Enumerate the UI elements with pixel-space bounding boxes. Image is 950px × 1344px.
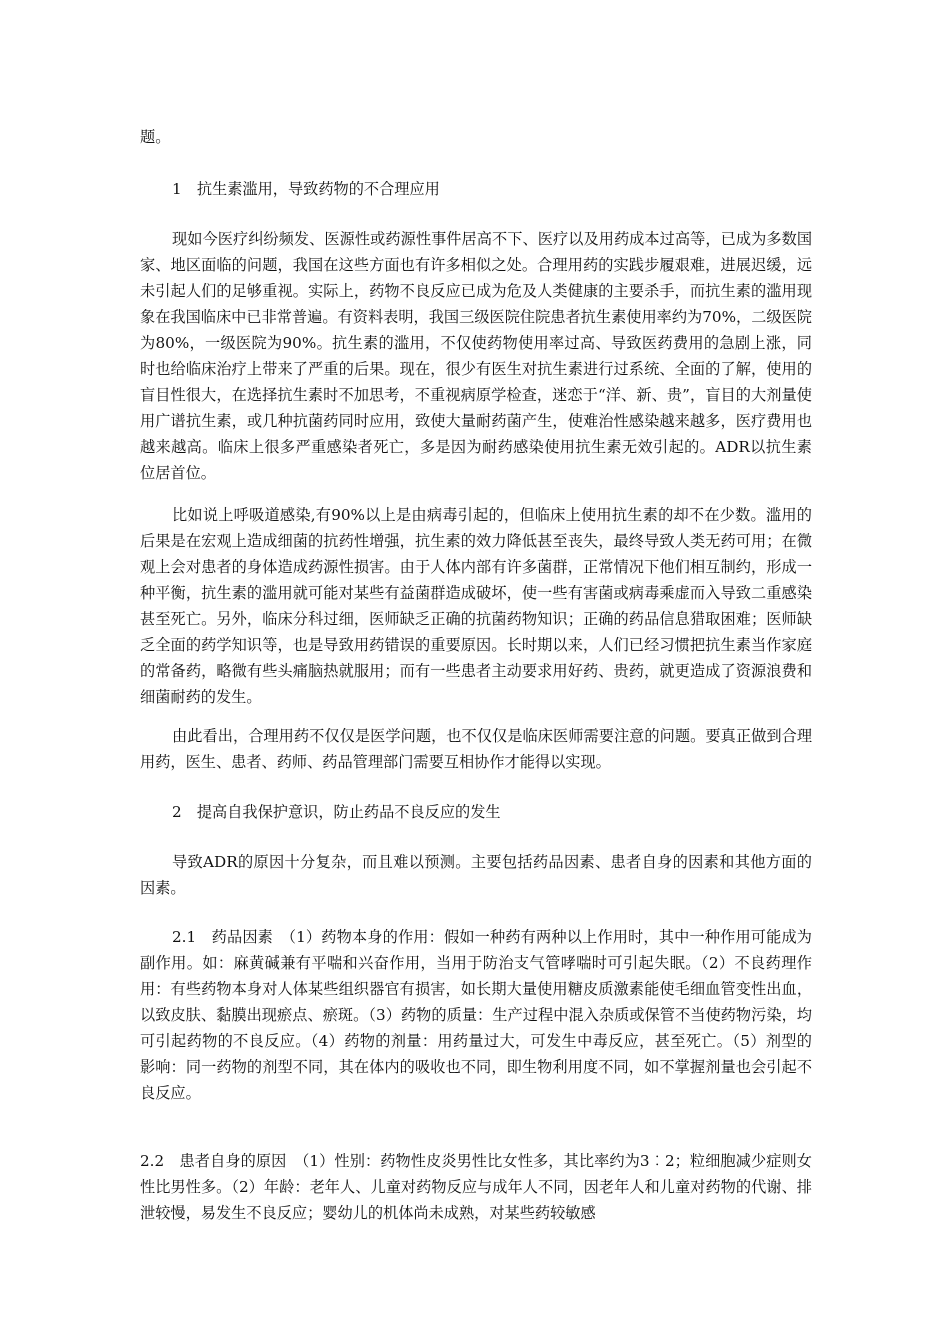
paragraph-3: 由此看出，合理用药不仅仅是医学问题，也不仅仅是临床医师需要注意的问题。要真正做到合理用药，医生、患者、药师、药品管理部门需要互相协作才能得以实现。 [140, 727, 812, 771]
paragraph-4: 导致ADR的原因十分复杂，而且难以预测。主要包括药品因素、患者自身的因素和其他方面的因素。 [140, 853, 812, 897]
section-heading-1: 1 抗生素滥用，导致药物的不合理应用 [172, 180, 440, 198]
paragraph-2: 比如说上呼吸道感染,有90%以上是由病毒引起的，但临床上使用抗生素的却不在少数。滥用的后果是在宏观上造成细菌的抗药性增强，抗生素的效力降低甚至丧失，最终导致人类无药可用；在微观上会对患者的身体造成药源性损害。由于人体内部有许多菌群，正常情况下他们相互制约，形成一种平衡，抗生素的滥用就可能对某些有益菌群造成破坏，使一些有害菌或病毒乘虚而入导致二重感染甚至死亡。另外，临床分科过细，医师缺乏正确的抗菌药物知识；正确的药品信息猎取困难；医师缺乏全面的药学知识等，也是导致用药错误的重要原因。长时期以来，人们已经习惯把抗生素当作家庭的常备药，略微有些头痛脑热就服用；而有一些患者主动要求用好药、贵药，就更造成了资源浪费和细菌耐药的发生。 [140, 506, 812, 706]
section-heading-2: 2 提高自我保护意识，防止药品不良反应的发生 [172, 803, 501, 821]
paragraph-6: 2.2 患者自身的原因 （1）性别：药物性皮炎男性比女性多，其比率约为3︰2；粒细胞减少症则女性比男性多。（2）年龄：老年人、儿童对药物反应与成年人不同，因老年人和儿童对药物的代谢、排泄较慢，易发生不良反应；婴幼儿的机体尚未成熟，对某些药较敏感 [140, 1152, 812, 1222]
paragraph-1: 现如今医疗纠纷频发、医源性或药源性事件居高不下、医疗以及用药成本过高等，已成为多数国家、地区面临的问题，我国在这些方面也有许多相似之处。合理用药的实践步履艰难，进展迟缓，远未引起人们的足够重视。实际上，药物不良反应已成为危及人类健康的主要杀手，而抗生素的滥用现象在我国临床中已非常普遍。有资料表明，我国三级医院住院患者抗生素使用率约为70%，二级医院为80%，一级医院为90%。抗生素的滥用，不仅使药物使用率过高、导致医药费用的急剧上涨，同时也给临床治疗上带来了严重的后果。现在，很少有医生对抗生素进行过系统、全面的了解，使用的盲目性很大，在选择抗生素时不加思考，不重视病原学检查，迷恋于“洋、新、贵”，盲目的大剂量使用广谱抗生素，或几种抗菌药同时应用，致使大量耐药菌产生，使难治性感染越来越多，医疗费用也越来越高。临床上很多严重感染者死亡，多是因为耐药感染使用抗生素无效引起的。ADR以抗生素位居首位。 [140, 230, 812, 482]
paragraph-fragment: 题。 [140, 128, 171, 146]
paragraph-5: 2.1 药品因素 （1）药物本身的作用：假如一种药有两种以上作用时，其中一种作用可能成为副作用。如：麻黄碱兼有平喘和兴奋作用，当用于防治支气管哮喘时可引起失眠。（2）不良药理作用：有些药物本身对人体某些组织器官有损害，如长期大量使用糖皮质激素能使毛细血管变性出血，以致皮肤、黏膜出现瘀点、瘀斑。（3）药物的质量：生产过程中混入杂质或保管不当使药物污染，均可引起药物的不良反应。（4）药物的剂量：用药量过大，可发生中毒反应，甚至死亡。（5）剂型的影响：同一药物的剂型不同，其在体内的吸收也不同，即生物利用度不同，如不掌握剂量也会引起不良反应。 [140, 928, 812, 1102]
